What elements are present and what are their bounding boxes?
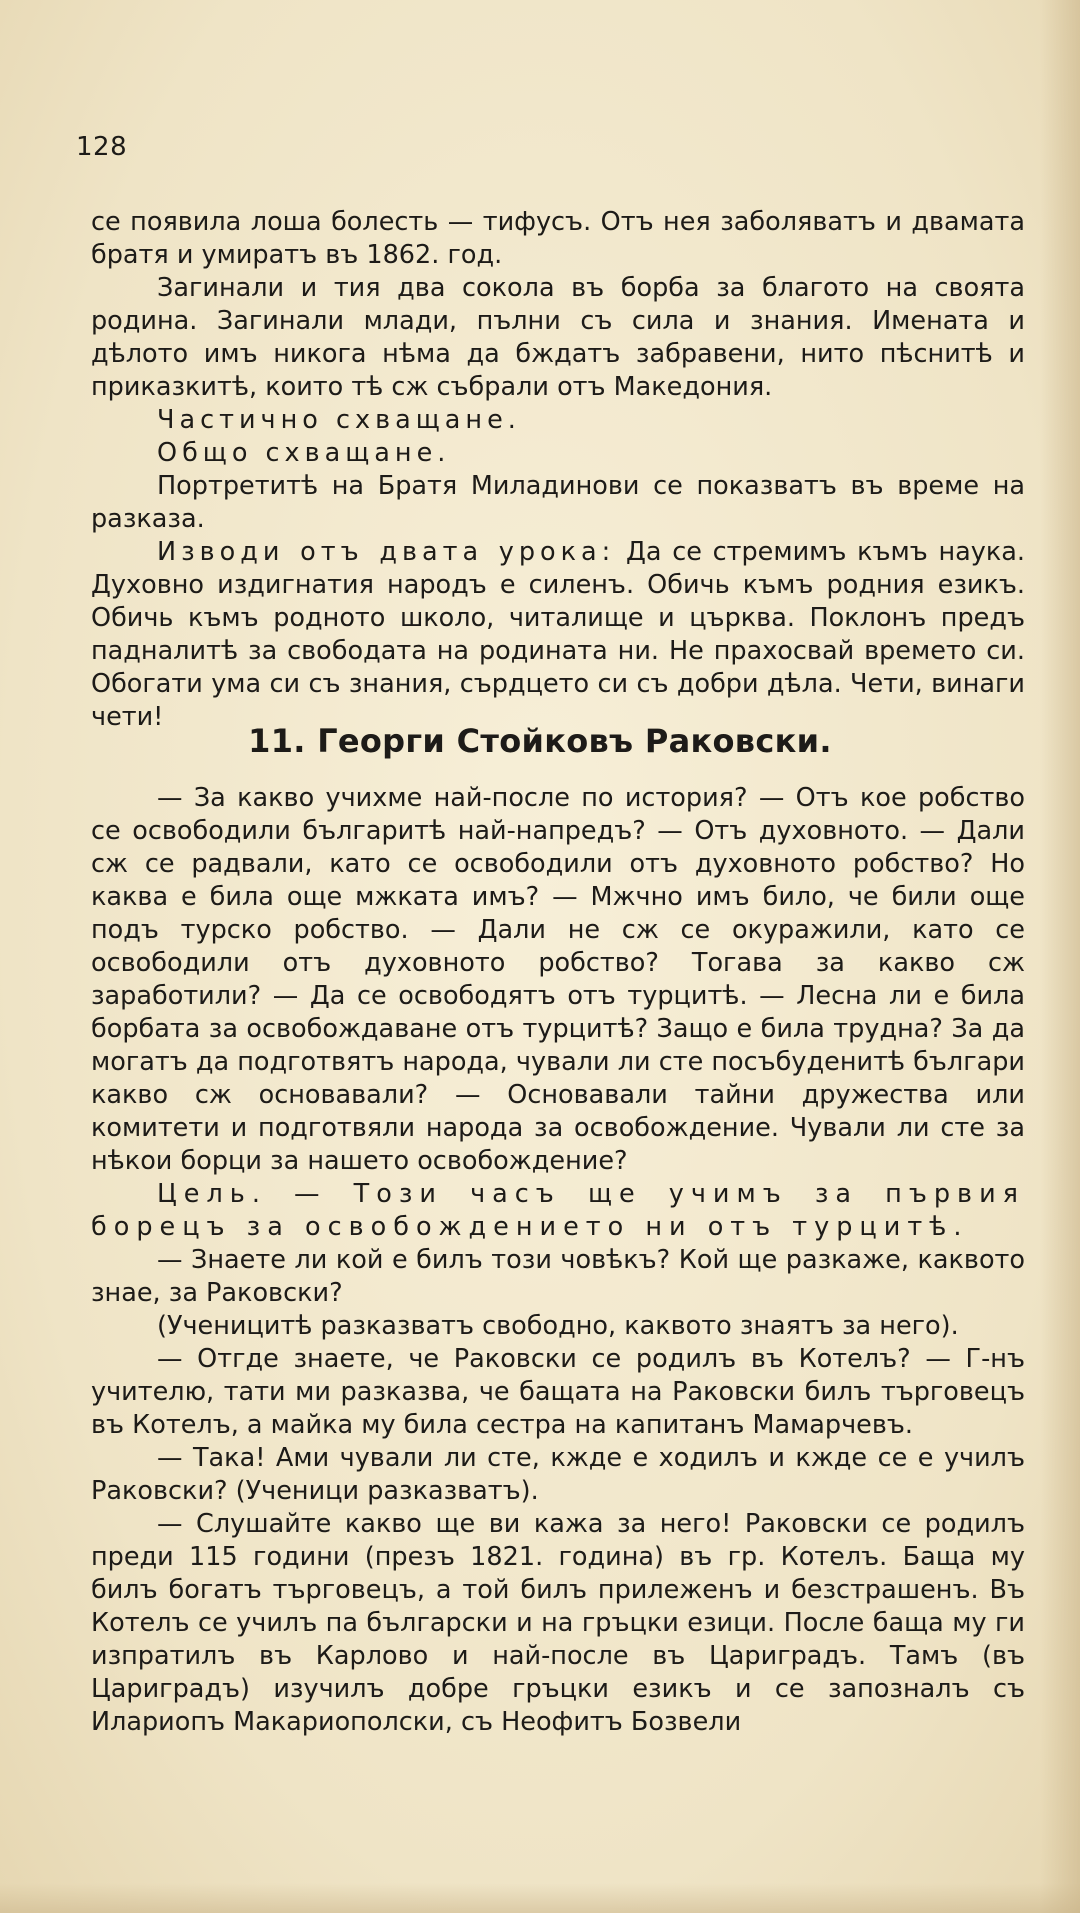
- paragraph-listen: — Слушайте какво ще ви кажа за него! Раковски се родилъ преди 115 години (презъ 1821. година) въ гр. Котелъ. Баща му билъ богатъ търговецъ, а той билъ прилеженъ и безстрашенъ. Въ Котелъ се училъ па български и на гръцки езици. После баща му ги изпратилъ въ Карлово и най-после въ Цариградъ. Тамъ (въ Цариградъ) изучилъ добре гръцки езикъ и се запозналъ съ Илариопъ Макариополски, съ Неофитъ Бозвели: [91, 1509, 1025, 1737]
- paragraph-typhus: се появила лоша болесть — тифусъ. Отъ нея заболяватъ и двамата братя и умиратъ въ 1862. год.: [91, 207, 1025, 270]
- paragraph-fallen-falcons: Загинали и тия два сокола въ борба за благото на своята родина. Загинали млади, пълни съ сила и знания. Имената и дѣлото имъ никога нѣма да бждатъ забравени, нито пѣснитѣ и приказкитѣ, които тѣ сж събрали отъ Македония.: [91, 273, 1025, 402]
- paragraph-where-studied: — Така! Ами чували ли сте, кжде е ходилъ и кжде се е училъ Раковски? (Ученици разказватъ).: [91, 1443, 1025, 1506]
- conclusions-text: Да се стремимъ къмъ наука. Духовно издигнатия народъ е силенъ. Обичь къмъ родния езикъ. Обичь къмъ родното школо, читалище и църква. Поклонъ предъ падналитѣ за свободата на родината ни. Не прахосвай времето си. Обогати ума си съ знания, сърдцето си съ добри дѣла. Чети, винаги чети!: [91, 537, 1025, 732]
- bottom-text-section: [91, 782, 1025, 1739]
- paragraph-review-questions: — За какво учихме най-после по история? — Отъ кое робство се освободили българитѣ най-напредъ? — Отъ духовното. — Дали сж се радвали, като се освободили отъ духовното робство? Но каква е била още мжката имъ? — Мжчно имъ било, че били още подъ турско робство. — Дали не сж се окуражили, като се освободили отъ духовното робство? Тогава за какво сж заработили? — Да се освободятъ отъ турцитѣ. — Лесна ли е била борбата за освобождаване отъ турцитѣ? Защо е била трудна? За да могатъ да подготвятъ народа, чували ли сте посъбуденитѣ българи какво сж основавали? — Основавали тайни дружества или комитети и подготвяли народа за освобождение. Чували ли сте за нѣкои борци за нашето освобождение?: [91, 783, 1025, 1176]
- page-edge-shadow: [1040, 0, 1080, 1913]
- page-bottom-shadow: [0, 1883, 1080, 1913]
- conclusions-label: Изводи отъ двата урока:: [157, 537, 616, 567]
- page-number: 128: [76, 132, 128, 162]
- paragraph-kotel: — Отгде знаете, че Раковски се родилъ въ Котелъ? — Г-нъ учителю, тати ми разказва, че бащата на Раковски билъ търговецъ въ Котелъ, а майка му била сестра на капитанъ Мамарчевъ.: [91, 1344, 1025, 1440]
- paragraph-partial-comprehension: Частично схващане.: [157, 405, 521, 435]
- paragraph-students-tell: (Ученицитѣ разказватъ свободно, каквото знаятъ за него).: [157, 1311, 959, 1341]
- top-text-section: [91, 206, 1025, 734]
- paragraph-portraits: Портретитѣ на Братя Миладинови се показватъ въ време на разказа.: [91, 471, 1025, 534]
- paragraph-goal: Цель. — Този часъ ще учимъ за първия борецъ за освобождението ни отъ турцитѣ.: [91, 1179, 1025, 1242]
- chapter-title: 11. Георги Стойковъ Раковски.: [248, 722, 832, 760]
- paragraph-conclusions: [91, 536, 1025, 734]
- paragraph-who-was-he: — Знаете ли кой е билъ този човѣкъ? Кой ще разкаже, каквото знае, за Раковски?: [91, 1245, 1025, 1308]
- paragraph-general-comprehension: Общо схващане.: [157, 438, 451, 468]
